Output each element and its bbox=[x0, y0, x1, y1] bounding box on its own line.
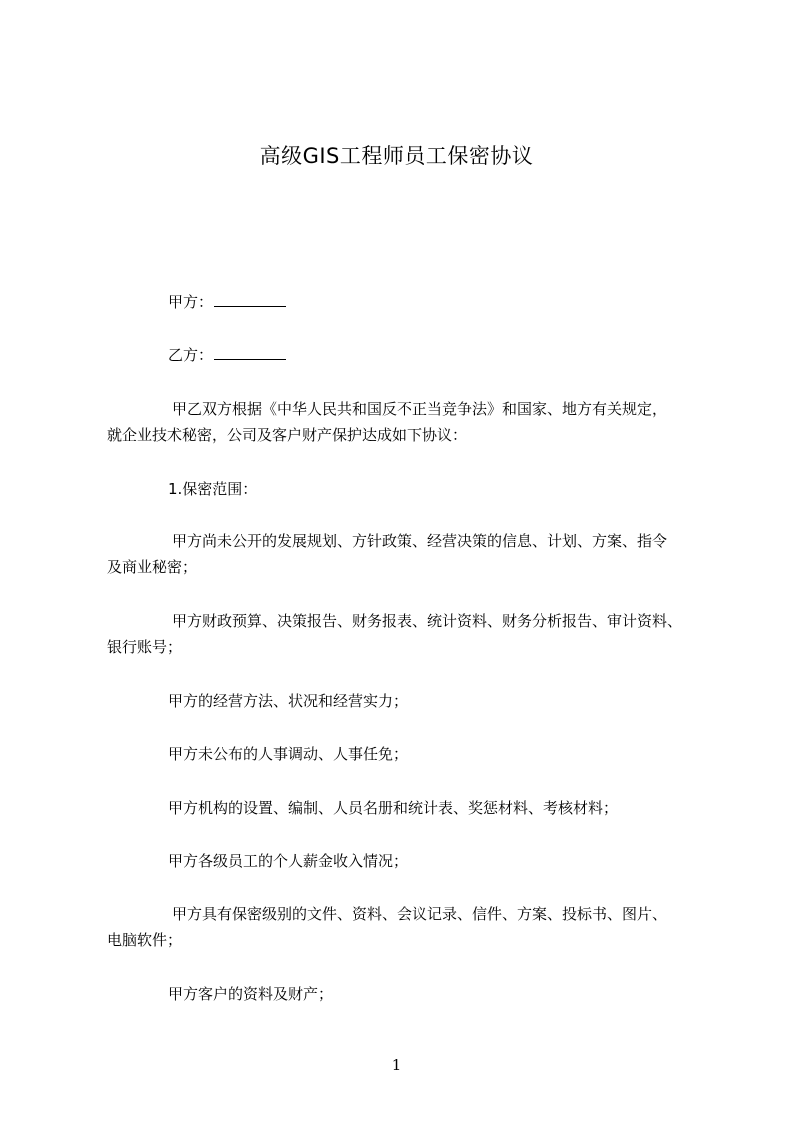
preamble-line-1: 甲乙双方根据《中华人民共和国反不正当竞争法》和国家、地方有关规定， bbox=[172, 400, 668, 418]
scope-item-2-line-2: 银行账号； bbox=[107, 638, 183, 656]
section-1-heading: 1.保密范围： bbox=[168, 480, 258, 498]
party-b-blank bbox=[214, 345, 286, 360]
scope-item-4: 甲方未公布的人事调动、人事任免； bbox=[168, 745, 409, 763]
page-number: 1 bbox=[391, 1056, 402, 1074]
party-a-line bbox=[168, 292, 286, 312]
scope-item-1-line-2: 及商业秘密； bbox=[107, 558, 198, 576]
scope-item-7-line-1: 甲方具有保密级别的文件、资料、会议记录、信件、方案、投标书、图片、 bbox=[172, 905, 668, 923]
scope-item-8: 甲方客户的资料及财产； bbox=[168, 985, 334, 1003]
scope-item-1-line-1: 甲方尚未公开的发展规划、方针政策、经营决策的信息、计划、方案、指令 bbox=[172, 532, 668, 550]
party-b-label: 乙方： bbox=[168, 346, 214, 364]
scope-item-2-line-1: 甲方财政预算、决策报告、财务报表、统计资料、财务分析报告、审计资料、 bbox=[172, 612, 683, 630]
party-a-blank bbox=[214, 292, 286, 307]
scope-item-3: 甲方的经营方法、状况和经营实力； bbox=[168, 692, 409, 710]
scope-item-7-line-2: 电脑软件； bbox=[107, 931, 183, 949]
scope-item-6: 甲方各级员工的个人薪金收入情况； bbox=[168, 852, 409, 870]
party-a-label: 甲方： bbox=[168, 293, 214, 311]
document-title: 高级GIS工程师员工保密协议 bbox=[259, 144, 534, 168]
scope-item-5: 甲方机构的设置、编制、人员名册和统计表、奖惩材料、考核材料； bbox=[168, 799, 619, 817]
party-b-line bbox=[168, 345, 286, 365]
preamble-line-2: 就企业技术秘密，公司及客户财产保护达成如下协议： bbox=[107, 426, 468, 444]
